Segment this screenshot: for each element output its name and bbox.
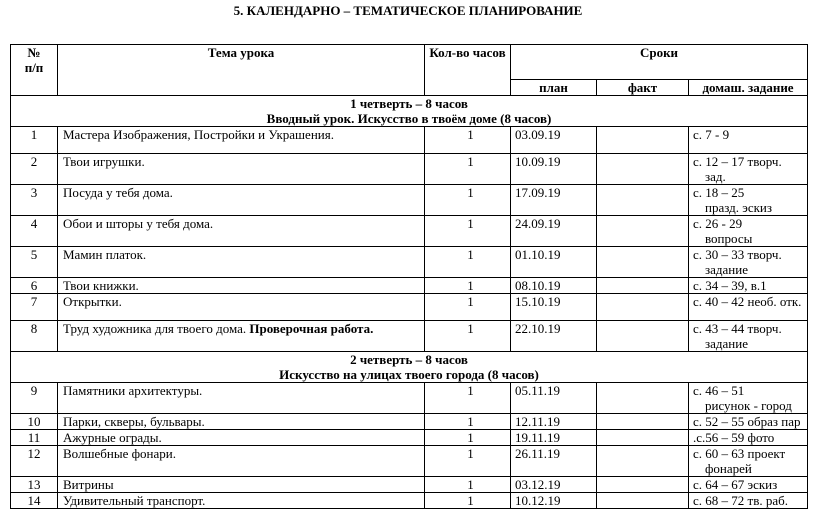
lesson-plan-date: 08.10.19 xyxy=(511,278,597,294)
lesson-plan-date: 12.11.19 xyxy=(511,414,597,430)
lesson-plan-date: 22.10.19 xyxy=(511,321,597,352)
table-row xyxy=(11,294,808,321)
table-row xyxy=(11,430,808,446)
lesson-plan-date: 10.12.19 xyxy=(511,493,597,509)
lesson-fact-date xyxy=(597,127,689,154)
lesson-hours: 1 xyxy=(425,493,511,509)
table-row xyxy=(11,127,808,154)
homework-line-1: с. 26 - 29 xyxy=(693,216,743,231)
header-topic: Тема урока xyxy=(58,45,425,96)
table-row xyxy=(11,185,808,216)
lesson-fact-date xyxy=(597,278,689,294)
lesson-hours: 1 xyxy=(425,278,511,294)
header-fact: факт xyxy=(597,80,689,96)
lesson-homework xyxy=(689,278,808,294)
lesson-topic-text: Удивительный транспорт. xyxy=(63,493,206,508)
lesson-fact-date xyxy=(597,446,689,477)
table-row xyxy=(11,477,808,493)
header-plan: план xyxy=(511,80,597,96)
homework-line-1: с. 30 – 33 творч. xyxy=(693,247,782,262)
lesson-topic-text: Твои игрушки. xyxy=(63,154,145,169)
lesson-number: 1 xyxy=(11,127,58,154)
lesson-plan-date: 03.09.19 xyxy=(511,127,597,154)
lesson-topic-text: Твои книжки. xyxy=(63,278,139,293)
lesson-number: 8 xyxy=(11,321,58,352)
lesson-topic-text: Открытки. xyxy=(63,294,122,309)
lesson-topic xyxy=(58,278,425,294)
homework-line-1: с. 40 – 42 необ. отк. xyxy=(693,294,802,309)
homework-line-1: .с.56 – 59 фото xyxy=(693,430,775,445)
lesson-topic-text: Мастера Изображения, Постройки и Украшения. xyxy=(63,127,334,142)
table-row xyxy=(11,216,808,247)
lesson-topic-text: Ажурные ограды. xyxy=(63,430,162,445)
section-theme: Искусство на улицах твоего города (8 часов) xyxy=(279,367,539,382)
lesson-homework xyxy=(689,430,808,446)
lesson-topic-text: Посуда у тебя дома. xyxy=(63,185,173,200)
lesson-homework xyxy=(689,477,808,493)
lesson-hours: 1 xyxy=(425,247,511,278)
lesson-number: 3 xyxy=(11,185,58,216)
lesson-number: 2 xyxy=(11,154,58,185)
lesson-number: 12 xyxy=(11,446,58,477)
lesson-fact-date xyxy=(597,430,689,446)
lesson-homework xyxy=(689,446,808,477)
lesson-fact-date xyxy=(597,477,689,493)
lesson-topic xyxy=(58,216,425,247)
lesson-number: 14 xyxy=(11,493,58,509)
homework-line-1: с. 7 - 9 xyxy=(693,127,730,142)
lesson-homework xyxy=(689,154,808,185)
lesson-plan-date: 10.09.19 xyxy=(511,154,597,185)
lesson-topic xyxy=(58,185,425,216)
lesson-topic xyxy=(58,127,425,154)
lesson-topic xyxy=(58,477,425,493)
lesson-hours: 1 xyxy=(425,154,511,185)
lesson-fact-date xyxy=(597,294,689,321)
lesson-number: 9 xyxy=(11,383,58,414)
lesson-hours: 1 xyxy=(425,185,511,216)
homework-line-2: празд. эскиз xyxy=(705,200,772,215)
lesson-topic-text: Труд художника для твоего дома. xyxy=(63,321,247,336)
lesson-number: 7 xyxy=(11,294,58,321)
lesson-fact-date xyxy=(597,185,689,216)
header-num-label-2: п/п xyxy=(24,60,44,75)
lesson-hours: 1 xyxy=(425,446,511,477)
table-row xyxy=(11,414,808,430)
lesson-topic-text: Парки, скверы, бульвары. xyxy=(63,414,205,429)
lesson-topic xyxy=(58,294,425,321)
lesson-fact-date xyxy=(597,493,689,509)
lesson-fact-date xyxy=(597,154,689,185)
header-num xyxy=(11,45,58,96)
homework-line-1: с. 18 – 25 xyxy=(693,185,745,200)
lesson-plan-date: 17.09.19 xyxy=(511,185,597,216)
lesson-hours: 1 xyxy=(425,127,511,154)
lesson-number: 10 xyxy=(11,414,58,430)
homework-line-1: с. 43 – 44 творч. xyxy=(693,321,782,336)
homework-line-1: с. 34 – 39, в.1 xyxy=(693,278,767,293)
table-row xyxy=(11,278,808,294)
lesson-number: 6 xyxy=(11,278,58,294)
homework-line-2: задание xyxy=(705,262,748,277)
lesson-hours: 1 xyxy=(425,383,511,414)
lesson-homework xyxy=(689,216,808,247)
lesson-topic xyxy=(58,247,425,278)
homework-line-1: с. 64 – 67 эскиз xyxy=(693,477,778,492)
lesson-topic xyxy=(58,321,425,352)
table-row xyxy=(11,493,808,509)
lesson-plan-date: 01.10.19 xyxy=(511,247,597,278)
lesson-topic-text: Памятники архитектуры. xyxy=(63,383,203,398)
homework-line-1: с. 60 – 63 проект xyxy=(693,446,786,461)
table-row xyxy=(11,383,808,414)
lesson-topic-text: Волшебные фонари. xyxy=(63,446,176,461)
lesson-hours: 1 xyxy=(425,321,511,352)
homework-line-1: с. 68 – 72 тв. раб. xyxy=(693,493,788,508)
lesson-plan-date: 15.10.19 xyxy=(511,294,597,321)
lesson-number: 4 xyxy=(11,216,58,247)
section-header-row xyxy=(11,96,808,127)
lesson-topic-bold: Проверочная работа. xyxy=(249,321,374,336)
lesson-homework xyxy=(689,127,808,154)
lesson-plan-date: 05.11.19 xyxy=(511,383,597,414)
lesson-fact-date xyxy=(597,383,689,414)
lesson-number: 13 xyxy=(11,477,58,493)
header-dates: Сроки xyxy=(511,45,808,80)
lesson-hours: 1 xyxy=(425,430,511,446)
homework-line-1: с. 12 – 17 творч. xyxy=(693,154,782,169)
header-row xyxy=(11,45,808,80)
homework-line-1: с. 46 – 51 xyxy=(693,383,745,398)
lesson-plan-date: 03.12.19 xyxy=(511,477,597,493)
lesson-fact-date xyxy=(597,321,689,352)
lesson-topic xyxy=(58,414,425,430)
lesson-number: 5 xyxy=(11,247,58,278)
header-homework: домаш. задание xyxy=(689,80,808,96)
lesson-homework xyxy=(689,321,808,352)
header-num-label: № xyxy=(27,45,41,60)
table-row xyxy=(11,247,808,278)
section-title xyxy=(11,352,808,383)
section-quarter: 1 четверть – 8 часов xyxy=(350,96,468,111)
lesson-number: 11 xyxy=(11,430,58,446)
lesson-plan-date: 19.11.19 xyxy=(511,430,597,446)
lesson-plan-date: 26.11.19 xyxy=(511,446,597,477)
lesson-fact-date xyxy=(597,216,689,247)
lesson-homework xyxy=(689,493,808,509)
section-header-row xyxy=(11,352,808,383)
lesson-homework xyxy=(689,414,808,430)
homework-line-2: вопросы xyxy=(705,231,753,246)
table-row xyxy=(11,154,808,185)
header-hours: Кол-во часов xyxy=(425,45,511,96)
lesson-topic-text: Обои и шторы у тебя дома. xyxy=(63,216,214,231)
homework-line-2: задание xyxy=(705,336,748,351)
lesson-homework xyxy=(689,247,808,278)
section-quarter: 2 четверть – 8 часов xyxy=(350,352,468,367)
plan-table xyxy=(10,44,808,509)
lesson-homework xyxy=(689,383,808,414)
lesson-topic xyxy=(58,154,425,185)
homework-line-2: рисунок - город xyxy=(705,398,792,413)
lesson-hours: 1 xyxy=(425,216,511,247)
lesson-plan-date: 24.09.19 xyxy=(511,216,597,247)
lesson-topic xyxy=(58,493,425,509)
section-theme: Вводный урок. Искусство в твоём доме (8 часов) xyxy=(266,111,552,126)
lesson-topic xyxy=(58,383,425,414)
lesson-topic xyxy=(58,430,425,446)
lesson-hours: 1 xyxy=(425,414,511,430)
lesson-hours: 1 xyxy=(425,294,511,321)
homework-line-2: зад. xyxy=(705,169,726,184)
table-row xyxy=(11,321,808,352)
lesson-topic-text: Витрины xyxy=(63,477,114,492)
lesson-homework xyxy=(689,185,808,216)
lesson-topic-text: Мамин платок. xyxy=(63,247,147,262)
lesson-topic xyxy=(58,446,425,477)
section-title xyxy=(11,96,808,127)
homework-line-2: фонарей xyxy=(705,461,752,476)
table-row xyxy=(11,446,808,477)
lesson-fact-date xyxy=(597,247,689,278)
lesson-hours: 1 xyxy=(425,477,511,493)
homework-line-1: с. 52 – 55 образ пар xyxy=(693,414,801,429)
lesson-homework xyxy=(689,294,808,321)
lesson-fact-date xyxy=(597,414,689,430)
page-title: 5. КАЛЕНДАРНО – ТЕМАТИЧЕСКОЕ ПЛАНИРОВАНИЕ xyxy=(233,3,583,18)
